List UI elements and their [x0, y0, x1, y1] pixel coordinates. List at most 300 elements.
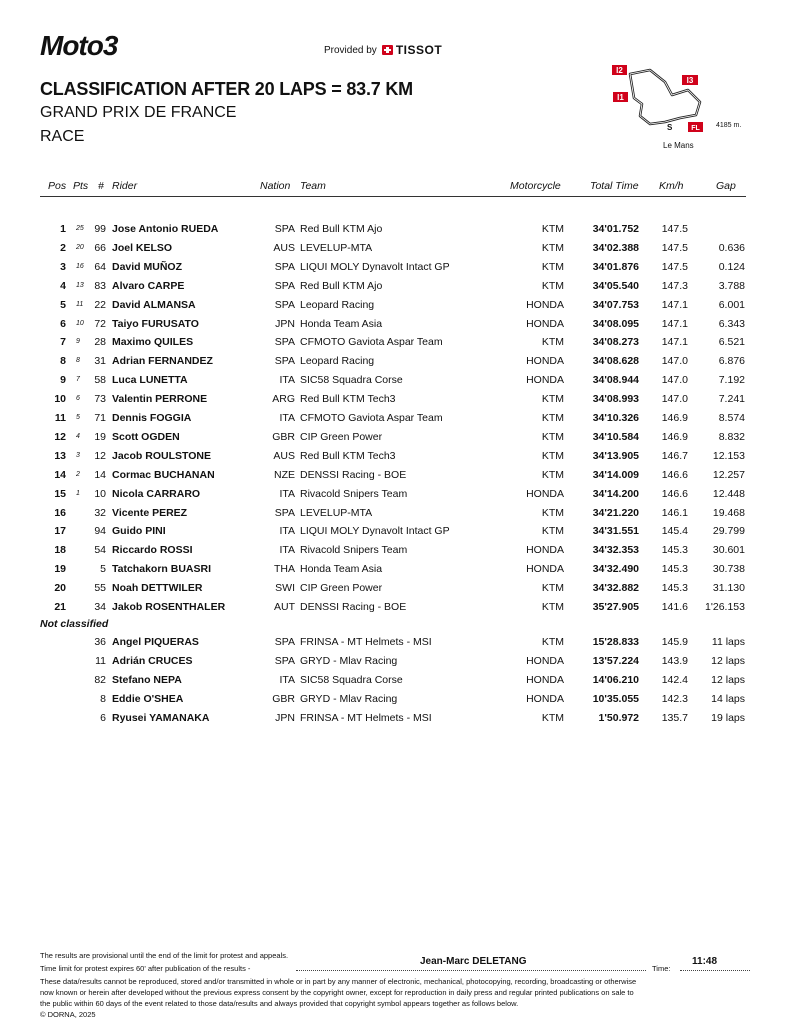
row-rider: Alvaro CARPE — [112, 279, 185, 292]
row-speed: 147.0 — [661, 355, 688, 368]
row-motorcycle: KTM — [541, 336, 564, 349]
row-nation: JPN — [275, 317, 295, 330]
row-nation: GBR — [272, 692, 295, 705]
table-row — [0, 712, 786, 730]
table-row — [0, 336, 786, 354]
row-motorcycle: HONDA — [526, 355, 564, 368]
table-row — [0, 374, 786, 392]
row-points: 10 — [76, 319, 84, 327]
row-rider: Noah DETTWILER — [112, 582, 203, 595]
row-pos: 18 — [54, 544, 66, 557]
row-total-time: 1'50.972 — [598, 711, 639, 724]
row-team: Leopard Racing — [300, 298, 375, 311]
row-points: 20 — [76, 243, 84, 251]
row-motorcycle: HONDA — [526, 298, 564, 311]
row-pos: 4 — [60, 279, 66, 292]
col-team: Team — [300, 180, 326, 192]
table-row — [0, 412, 786, 430]
row-points: 1 — [76, 489, 80, 497]
row-nation: SPA — [274, 260, 295, 273]
row-team: FRINSA - MT Helmets - MSI — [300, 636, 432, 648]
row-total-time: 34'08.993 — [592, 393, 639, 406]
row-team: CIP Green Power — [300, 582, 383, 595]
row-number: 64 — [94, 260, 106, 273]
row-speed: 146.7 — [661, 449, 688, 462]
row-speed: 147.5 — [661, 260, 688, 273]
row-pos: 19 — [54, 563, 66, 576]
row-total-time: 34'10.326 — [592, 412, 639, 424]
table-row — [0, 469, 786, 487]
row-motorcycle: KTM — [541, 601, 564, 613]
table-row — [0, 261, 786, 279]
row-motorcycle: HONDA — [526, 692, 564, 705]
row-pos: 6 — [60, 317, 66, 330]
row-motorcycle: HONDA — [526, 654, 564, 667]
table-row — [0, 223, 786, 241]
row-points: 5 — [76, 414, 80, 421]
row-motorcycle: KTM — [541, 241, 564, 254]
row-gap: 30.738 — [712, 563, 745, 576]
track-name: Le Mans — [663, 141, 694, 150]
track-marker-i2 — [612, 65, 627, 75]
row-number: 36 — [94, 636, 106, 648]
row-number: 72 — [94, 317, 106, 330]
row-gap: 12.448 — [712, 487, 745, 500]
session-name: RACE — [40, 128, 85, 145]
row-gap: 6.521 — [718, 336, 745, 349]
table-row — [0, 544, 786, 562]
row-total-time: 34'32.490 — [592, 563, 639, 576]
svg-text:Moto3: Moto3 — [40, 30, 118, 60]
row-speed: 146.6 — [661, 468, 688, 481]
row-nation: SWI — [275, 582, 295, 595]
row-pos: 2 — [60, 241, 66, 254]
row-points: 13 — [76, 281, 84, 289]
row-rider: Cormac BUCHANAN — [112, 468, 215, 481]
row-team: DENSSI Racing - BOE — [300, 468, 407, 481]
row-speed: 141.6 — [661, 601, 688, 613]
footer-copyright-3: the public within 60 days of the event related to those data/results and always provided that copyright symbol appears together as follows below. — [40, 999, 519, 1008]
col-pts: Pts — [73, 180, 89, 192]
row-total-time: 34'02.388 — [592, 241, 639, 254]
table-row — [0, 655, 786, 673]
signature-line — [296, 970, 646, 971]
row-pos: 12 — [54, 430, 66, 443]
row-speed: 145.3 — [661, 563, 688, 576]
row-team: Red Bull KTM Ajo — [300, 279, 383, 292]
row-total-time: 34'10.584 — [592, 430, 639, 443]
row-motorcycle: KTM — [541, 525, 564, 538]
track-marker-s: S — [667, 123, 673, 132]
row-team: DENSSI Racing - BOE — [300, 601, 407, 613]
header-divider — [40, 196, 746, 197]
row-team: LIQUI MOLY Dynavolt Intact GP — [300, 260, 450, 273]
table-row — [0, 636, 786, 654]
row-motorcycle: KTM — [541, 279, 564, 292]
row-team: CFMOTO Gaviota Aspar Team — [300, 412, 443, 424]
row-team: LEVELUP-MTA — [300, 506, 373, 519]
row-speed: 147.3 — [661, 279, 688, 292]
row-nation: ARG — [272, 393, 295, 406]
row-total-time: 34'32.882 — [592, 582, 639, 595]
row-gap: 12.257 — [712, 468, 745, 481]
row-total-time: 34'08.095 — [592, 317, 639, 330]
row-nation: THA — [274, 563, 295, 576]
row-number: 11 — [95, 654, 106, 667]
row-motorcycle: HONDA — [526, 374, 564, 387]
row-number: 32 — [94, 506, 106, 519]
row-gap: 12 laps — [711, 654, 745, 667]
row-nation: SPA — [274, 654, 295, 667]
col-pos: Pos — [48, 180, 67, 192]
row-total-time: 35'27.905 — [592, 601, 639, 613]
row-nation: NZE — [274, 468, 295, 481]
row-number: 5 — [100, 563, 106, 576]
row-gap: 12 laps — [711, 673, 745, 686]
table-row — [0, 693, 786, 711]
row-number: 82 — [94, 673, 106, 686]
footer-copyright-owner: © DORNA, 2025 — [40, 1010, 96, 1019]
row-points: 9 — [76, 338, 80, 346]
row-team: SIC58 Squadra Corse — [300, 374, 403, 387]
table-row — [0, 280, 786, 298]
row-gap: 3.788 — [718, 279, 745, 292]
row-speed: 147.1 — [661, 336, 688, 349]
col-gap: Gap — [716, 180, 736, 192]
row-speed: 145.4 — [661, 525, 688, 538]
row-number: 83 — [94, 279, 106, 292]
row-nation: AUS — [273, 241, 295, 254]
row-rider: Ryusei YAMANAKA — [112, 711, 210, 724]
row-team: Rivacold Snipers Team — [300, 487, 408, 500]
row-number: 71 — [94, 412, 106, 424]
row-total-time: 34'08.628 — [592, 355, 639, 368]
row-team: CFMOTO Gaviota Aspar Team — [300, 336, 443, 349]
not-classified-label: Not classified — [40, 618, 109, 630]
row-rider: David MUÑOZ — [112, 260, 183, 273]
table-row — [0, 299, 786, 317]
footer-protest-limit: Time limit for protest expires 60' after publication of the results - — [40, 964, 251, 973]
row-rider: Jose Antonio RUEDA — [112, 223, 219, 235]
row-motorcycle: HONDA — [526, 563, 564, 576]
row-rider: Joel KELSO — [112, 241, 173, 254]
row-points: 11 — [76, 300, 84, 308]
row-pos: 17 — [54, 525, 66, 538]
row-pos: 15 — [54, 487, 66, 500]
table-row — [0, 242, 786, 260]
row-rider: Luca LUNETTA — [112, 374, 188, 387]
row-gap: 19 laps — [711, 711, 745, 724]
row-team: Rivacold Snipers Team — [300, 544, 408, 557]
row-total-time: 34'31.551 — [592, 525, 639, 538]
row-team: Red Bull KTM Tech3 — [300, 449, 396, 462]
row-gap: 0.636 — [718, 241, 745, 254]
row-rider: David ALMANSA — [112, 298, 196, 311]
row-pos: 9 — [60, 374, 66, 387]
row-points: 16 — [76, 262, 84, 270]
row-rider: Vicente PEREZ — [112, 506, 188, 519]
row-total-time: 34'21.220 — [592, 506, 639, 519]
row-total-time: 10'35.055 — [592, 692, 639, 705]
row-speed: 135.7 — [661, 711, 688, 724]
row-rider: Jacob ROULSTONE — [112, 449, 211, 462]
row-speed: 147.1 — [661, 317, 688, 330]
track-marker-i3 — [682, 75, 698, 85]
col-rider: Rider — [112, 180, 138, 192]
table-row — [0, 563, 786, 581]
row-motorcycle: KTM — [541, 449, 564, 462]
provided-by — [324, 43, 442, 57]
row-rider: Guido PINI — [112, 525, 166, 538]
row-nation: SPA — [274, 336, 295, 349]
row-speed: 146.9 — [661, 412, 688, 424]
row-total-time: 34'01.752 — [592, 223, 639, 235]
table-row — [0, 674, 786, 692]
row-gap: 8.574 — [718, 412, 745, 424]
row-gap: 0.124 — [718, 260, 745, 273]
col-motorcycle: Motorcycle — [510, 180, 561, 192]
row-pos: 21 — [54, 601, 66, 613]
time-label: Time: — [652, 964, 671, 973]
row-speed: 145.9 — [661, 636, 688, 648]
row-gap: 30.601 — [712, 544, 745, 557]
row-speed: 147.0 — [661, 374, 688, 387]
sponsor-name: TISSOT — [395, 43, 443, 57]
time-value: 11:48 — [692, 956, 718, 967]
col-total-time: Total Time — [590, 180, 639, 192]
row-speed: 147.5 — [661, 223, 688, 235]
row-total-time: 34'32.353 — [592, 544, 639, 557]
col-kmh: Km/h — [659, 180, 684, 192]
row-nation: SPA — [274, 223, 295, 235]
row-total-time: 34'14.200 — [592, 487, 639, 500]
row-rider: Valentin PERRONE — [112, 393, 208, 406]
row-motorcycle: KTM — [541, 711, 564, 724]
row-team: CIP Green Power — [300, 430, 383, 443]
row-gap: 31.130 — [712, 582, 745, 595]
row-points: 7 — [76, 376, 80, 384]
table-row — [0, 431, 786, 449]
row-rider: Tatchakorn BUASRI — [112, 563, 211, 576]
row-rider: Scott OGDEN — [112, 430, 180, 443]
table-row — [0, 393, 786, 411]
row-team: LIQUI MOLY Dynavolt Intact GP — [300, 525, 450, 538]
row-nation: GBR — [272, 430, 295, 443]
row-number: 66 — [94, 241, 106, 254]
row-team: GRYD - Mlav Racing — [300, 692, 398, 705]
col-num: # — [98, 180, 104, 192]
row-total-time: 14'06.210 — [592, 673, 639, 686]
row-rider: Adrian FERNANDEZ — [112, 355, 213, 368]
row-points: 2 — [76, 470, 80, 478]
row-rider: Dennis FOGGIA — [112, 412, 192, 424]
footer-copyright-2: now known or herein after developed without the previous express consent by the copyright owner, except for reproduction in daily press and regular printed publications on sale to — [40, 988, 634, 997]
row-team: Honda Team Asia — [300, 563, 383, 576]
row-gap: 29.799 — [712, 525, 745, 538]
row-rider: Eddie O'SHEA — [112, 692, 184, 705]
row-speed: 147.5 — [661, 241, 688, 254]
row-speed: 145.3 — [661, 544, 688, 557]
row-total-time: 34'08.944 — [592, 374, 639, 387]
row-points: 3 — [76, 451, 80, 459]
row-team: Red Bull KTM Tech3 — [300, 393, 396, 406]
row-gap: 12.153 — [712, 449, 745, 462]
moto3-logo — [40, 30, 185, 60]
page-title: CLASSIFICATION AFTER 20 LAPS = 83.7 KM — [40, 79, 413, 99]
row-rider: Riccardo ROSSI — [112, 544, 193, 557]
track-marker-i1 — [613, 92, 628, 102]
row-motorcycle: KTM — [541, 260, 564, 273]
row-total-time: 34'05.540 — [592, 279, 639, 292]
table-row — [0, 525, 786, 543]
row-speed: 146.1 — [661, 506, 688, 519]
track-marker-i1-label: I1 — [617, 93, 624, 102]
table-row — [0, 488, 786, 506]
row-total-time: 15'28.833 — [592, 636, 639, 648]
row-number: 19 — [94, 430, 106, 443]
row-motorcycle: HONDA — [526, 487, 564, 500]
row-rider: Angel PIQUERAS — [112, 636, 199, 648]
row-nation: SPA — [274, 298, 295, 311]
provided-by-label: Provided by — [324, 44, 377, 56]
row-motorcycle: HONDA — [526, 317, 564, 330]
row-pos: 13 — [54, 449, 66, 462]
row-number: 58 — [94, 374, 106, 387]
table-row — [0, 450, 786, 468]
row-number: 34 — [94, 601, 106, 613]
row-nation: AUT — [274, 601, 295, 613]
row-pos: 20 — [54, 582, 66, 595]
row-rider: Taiyo FURUSATO — [112, 317, 199, 330]
row-motorcycle: HONDA — [526, 673, 564, 686]
footer-copyright-1: These data/results cannot be reproduced, stored and/or transmitted in whole or in part by any manner of electronic, mechanical, photocopying, recording, broadcasting or otherwise — [40, 977, 637, 986]
row-gap: 6.876 — [718, 355, 745, 368]
row-team: SIC58 Squadra Corse — [300, 673, 403, 686]
row-points: 25 — [76, 225, 84, 232]
row-rider: Stefano NEPA — [112, 673, 182, 686]
row-number: 10 — [94, 487, 106, 500]
row-team: Red Bull KTM Ajo — [300, 223, 383, 235]
row-gap: 7.241 — [718, 393, 745, 406]
row-total-time: 34'07.753 — [592, 298, 639, 311]
row-pos: 8 — [60, 355, 66, 368]
table-row — [0, 318, 786, 336]
row-points: 6 — [76, 395, 80, 403]
track-marker-fl-label: FL — [691, 125, 700, 132]
row-motorcycle: KTM — [541, 223, 564, 235]
row-speed: 142.3 — [661, 692, 688, 705]
row-total-time: 34'08.273 — [592, 336, 639, 349]
row-rider: Adrián CRUCES — [112, 654, 193, 667]
row-number: 73 — [94, 393, 106, 406]
row-number: 99 — [94, 223, 106, 235]
row-motorcycle: HONDA — [526, 544, 564, 557]
signer-name: Jean-Marc DELETANG — [420, 956, 527, 967]
footer-provisional-note: The results are provisional until the end of the limit for protest and appeals. — [40, 951, 289, 960]
row-number: 14 — [94, 468, 106, 481]
row-points: 4 — [76, 432, 80, 440]
row-number: 12 — [94, 449, 106, 462]
row-pos: 5 — [60, 298, 66, 311]
row-speed: 142.4 — [661, 673, 688, 686]
row-gap: 1'26.153 — [705, 601, 745, 613]
row-number: 28 — [94, 336, 106, 349]
row-rider: Maximo QUILES — [112, 336, 194, 349]
row-nation: ITA — [279, 487, 295, 500]
row-motorcycle: KTM — [541, 636, 564, 648]
row-pos: 1 — [60, 223, 66, 235]
row-nation: SPA — [274, 636, 295, 648]
row-points: 8 — [76, 357, 80, 365]
col-nation: Nation — [260, 180, 291, 192]
row-number: 94 — [94, 525, 106, 538]
tissot-cross-icon — [382, 45, 393, 55]
row-motorcycle: KTM — [541, 582, 564, 595]
row-total-time: 34'13.905 — [592, 449, 639, 462]
row-speed: 146.6 — [661, 487, 688, 500]
row-nation: ITA — [279, 673, 295, 686]
row-number: 31 — [94, 355, 106, 368]
row-motorcycle: KTM — [541, 393, 564, 406]
row-gap: 19.468 — [712, 506, 745, 519]
row-total-time: 34'01.876 — [592, 260, 639, 273]
row-gap: 7.192 — [718, 374, 745, 387]
row-nation: AUS — [273, 449, 295, 462]
row-number: 55 — [94, 582, 106, 595]
track-marker-i3-label: I3 — [686, 76, 694, 85]
track-marker-fl — [688, 122, 703, 132]
row-rider: Nicola CARRARO — [112, 487, 201, 500]
row-total-time: 13'57.224 — [592, 654, 639, 667]
row-gap: 14 laps — [711, 692, 745, 705]
row-team: Leopard Racing — [300, 355, 375, 368]
row-number: 22 — [94, 298, 106, 311]
row-speed: 146.9 — [661, 430, 688, 443]
row-speed: 145.3 — [661, 582, 688, 595]
time-line — [680, 970, 750, 971]
row-nation: ITA — [279, 374, 295, 387]
row-nation: ITA — [279, 544, 295, 557]
row-motorcycle: KTM — [541, 430, 564, 443]
row-gap: 6.001 — [718, 298, 745, 311]
row-nation: SPA — [274, 506, 295, 519]
row-speed: 147.0 — [661, 393, 688, 406]
row-gap: 6.343 — [718, 317, 745, 330]
row-number: 8 — [100, 692, 106, 705]
row-nation: ITA — [279, 412, 295, 424]
row-number: 6 — [100, 711, 106, 724]
row-speed: 143.9 — [661, 654, 688, 667]
row-speed: 147.1 — [661, 298, 688, 311]
row-gap: 8.832 — [718, 430, 745, 443]
table-row — [0, 355, 786, 373]
row-gap: 11 laps — [711, 636, 745, 648]
row-nation: JPN — [275, 711, 295, 724]
row-total-time: 34'14.009 — [592, 468, 639, 481]
row-pos: 11 — [54, 412, 66, 424]
row-team: GRYD - Mlav Racing — [300, 654, 398, 667]
row-pos: 7 — [60, 336, 66, 349]
track-length: 4185 m. — [716, 122, 742, 129]
row-nation: SPA — [274, 355, 295, 368]
row-pos: 14 — [54, 468, 66, 481]
row-rider: Jakob ROSENTHALER — [112, 601, 226, 613]
row-number: 54 — [94, 544, 106, 557]
table-row — [0, 601, 786, 619]
row-motorcycle: KTM — [541, 468, 564, 481]
table-row — [0, 507, 786, 525]
track-marker-i2-label: I2 — [616, 66, 623, 75]
